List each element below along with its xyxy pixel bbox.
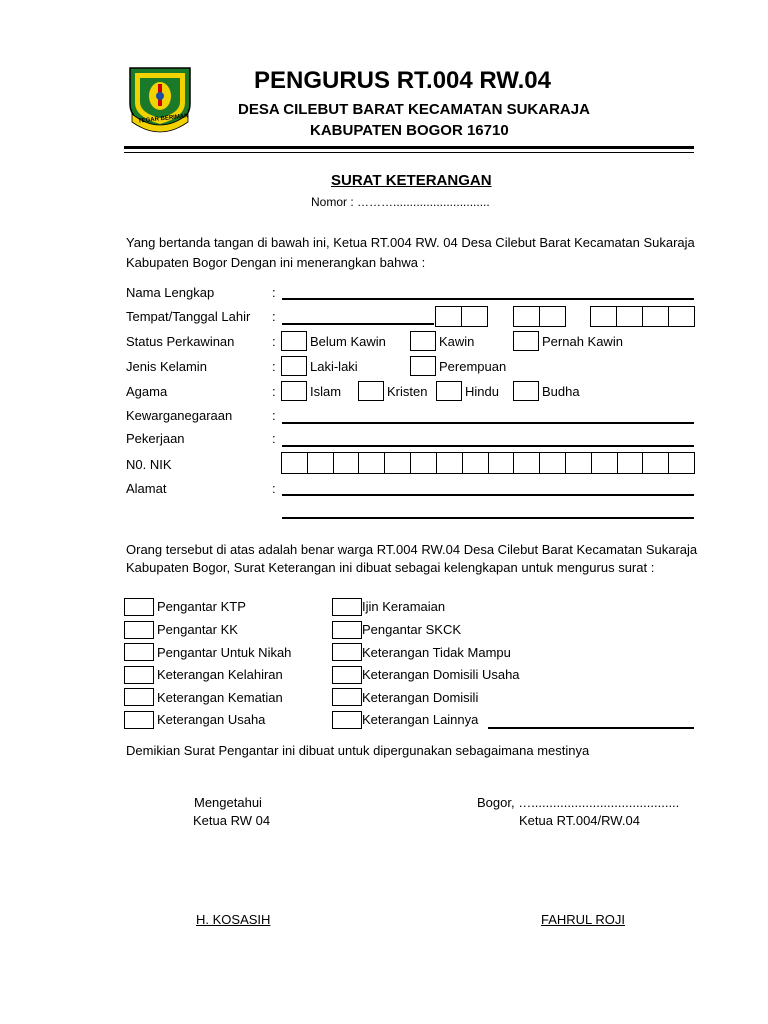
label-nik: N0. NIK xyxy=(126,457,172,472)
checkbox-keterangan-domisili-usaha[interactable] xyxy=(332,666,362,684)
bulan-cells[interactable] xyxy=(513,306,566,327)
checkbox-keterangan-usaha[interactable] xyxy=(124,711,154,729)
checkbox-belum-kawin[interactable] xyxy=(281,331,307,351)
purpose-pengantar-kk: Pengantar KK xyxy=(157,622,238,637)
statement-line-1: Orang tersebut di atas adalah benar warga RT.004 RW.04 Desa Cilebut Barat Kecamatan Sukaraja xyxy=(126,542,698,557)
checkbox-keterangan-kelahiran[interactable] xyxy=(124,666,154,684)
colon: : xyxy=(272,334,276,349)
nama-lengkap-line[interactable] xyxy=(282,298,694,300)
sign-left-name: H. KOSASIH xyxy=(196,912,271,927)
checkbox-ijin-keramaian[interactable] xyxy=(332,598,362,616)
sign-right-place-date: Bogor, …......................................... xyxy=(477,795,680,810)
tahun-cells[interactable] xyxy=(590,306,695,327)
label-pekerjaan: Pekerjaan xyxy=(126,431,185,446)
checkbox-keterangan-kematian[interactable] xyxy=(124,688,154,706)
alamat-line-2[interactable] xyxy=(282,517,694,519)
tanggal-cells[interactable] xyxy=(435,306,488,327)
intro-line-1: Yang bertanda tangan di bawah ini, Ketua RT.004 RW. 04 Desa Cilebut Barat Kecamatan Sukaraja xyxy=(126,235,695,250)
label-kewarganegaraan: Kewarganegaraan xyxy=(126,408,233,423)
purpose-keterangan-tidak-mampu: Keterangan Tidak Mampu xyxy=(362,645,511,660)
nik-cells[interactable] xyxy=(281,452,695,474)
letterhead-rule-thick xyxy=(124,146,694,149)
statement-line-2: Kabupaten Bogor, Surat Keterangan ini dibuat sebagai kelengkapan untuk mengurus surat : xyxy=(126,560,655,575)
purpose-keterangan-kematian: Keterangan Kematian xyxy=(157,690,283,705)
letterhead-title: PENGURUS RT.004 RW.04 xyxy=(254,67,551,94)
sign-right-label: Ketua RT.004/RW.04 xyxy=(519,813,640,828)
closing-statement: Demikian Surat Pengantar ini dibuat untuk dipergunakan sebagaimana mestinya xyxy=(126,743,590,758)
label-jenis-kelamin: Jenis Kelamin xyxy=(126,359,207,374)
option-islam: Islam xyxy=(310,384,342,399)
checkbox-laki-laki[interactable] xyxy=(281,356,307,376)
option-laki-laki: Laki-laki xyxy=(310,359,358,374)
option-kawin: Kawin xyxy=(439,334,475,349)
purpose-keterangan-domisili-usaha: Keterangan Domisili Usaha xyxy=(362,667,520,682)
checkbox-pernah-kawin[interactable] xyxy=(513,331,539,351)
purpose-pengantar-nikah: Pengantar Untuk Nikah xyxy=(157,645,292,660)
intro-line-2: Kabupaten Bogor Dengan ini menerangkan bahwa : xyxy=(126,255,426,270)
label-alamat: Alamat xyxy=(126,481,167,496)
purpose-ijin-keramaian: Ijin Keramaian xyxy=(362,599,446,614)
purpose-pengantar-ktp: Pengantar KTP xyxy=(157,599,246,614)
option-perempuan: Perempuan xyxy=(439,359,507,374)
colon: : xyxy=(272,285,276,300)
purpose-keterangan-usaha: Keterangan Usaha xyxy=(157,712,266,727)
logo-ribbon-text: TEGAR BERIMAN xyxy=(137,113,189,125)
colon: : xyxy=(272,309,276,324)
checkbox-budha[interactable] xyxy=(513,381,539,401)
checkbox-keterangan-tidak-mampu[interactable] xyxy=(332,643,362,661)
checkbox-keterangan-lainnya[interactable] xyxy=(332,711,362,729)
purpose-pengantar-skck: Pengantar SKCK xyxy=(362,622,462,637)
keterangan-lainnya-line[interactable] xyxy=(488,727,694,729)
letter-title: SURAT KETERANGAN xyxy=(331,172,492,189)
colon: : xyxy=(272,359,276,374)
pekerjaan-line[interactable] xyxy=(282,445,694,447)
colon: : xyxy=(272,481,276,496)
kewarganegaraan-line[interactable] xyxy=(282,422,694,424)
label-nama-lengkap: Nama Lengkap xyxy=(126,285,215,300)
purpose-keterangan-lainnya: Keterangan Lainnya xyxy=(362,712,479,727)
purpose-keterangan-domisili: Keterangan Domisili xyxy=(362,690,479,705)
option-belum-kawin: Belum Kawin xyxy=(310,334,386,349)
option-hindu: Hindu xyxy=(465,384,499,399)
colon: : xyxy=(272,384,276,399)
tempat-lahir-line[interactable] xyxy=(282,323,434,325)
checkbox-islam[interactable] xyxy=(281,381,307,401)
label-status-perkawinan: Status Perkawinan xyxy=(126,334,235,349)
checkbox-pengantar-ktp[interactable] xyxy=(124,598,154,616)
label-tempat-tanggal-lahir: Tempat/Tanggal Lahir xyxy=(126,309,251,324)
sign-right-name: FAHRUL ROJI xyxy=(541,912,626,927)
checkbox-kawin[interactable] xyxy=(410,331,436,351)
letter-number: Nomor : ………............................. xyxy=(311,195,490,209)
checkbox-pengantar-kk[interactable] xyxy=(124,621,154,639)
letterhead-line3: KABUPATEN BOGOR 16710 xyxy=(310,122,509,139)
sign-left-label-1: Mengetahui xyxy=(194,795,262,810)
checkbox-kristen[interactable] xyxy=(358,381,384,401)
letterhead-line2: DESA CILEBUT BARAT KECAMATAN SUKARAJA xyxy=(238,101,590,118)
option-budha: Budha xyxy=(542,384,580,399)
letterhead-rule-thin xyxy=(124,152,694,153)
colon: : xyxy=(272,431,276,446)
checkbox-pengantar-skck[interactable] xyxy=(332,621,362,639)
sign-left-label-2: Ketua RW 04 xyxy=(193,813,271,828)
checkbox-pengantar-nikah[interactable] xyxy=(124,643,154,661)
checkbox-hindu[interactable] xyxy=(436,381,462,401)
option-pernah-kawin: Pernah Kawin xyxy=(542,334,623,349)
label-agama: Agama xyxy=(126,384,168,399)
checkbox-keterangan-domisili[interactable] xyxy=(332,688,362,706)
checkbox-perempuan[interactable] xyxy=(410,356,436,376)
option-kristen: Kristen xyxy=(387,384,428,399)
purpose-keterangan-kelahiran: Keterangan Kelahiran xyxy=(157,667,283,682)
colon: : xyxy=(272,408,276,423)
kabupaten-bogor-logo xyxy=(126,64,194,134)
alamat-line-1[interactable] xyxy=(282,494,694,496)
